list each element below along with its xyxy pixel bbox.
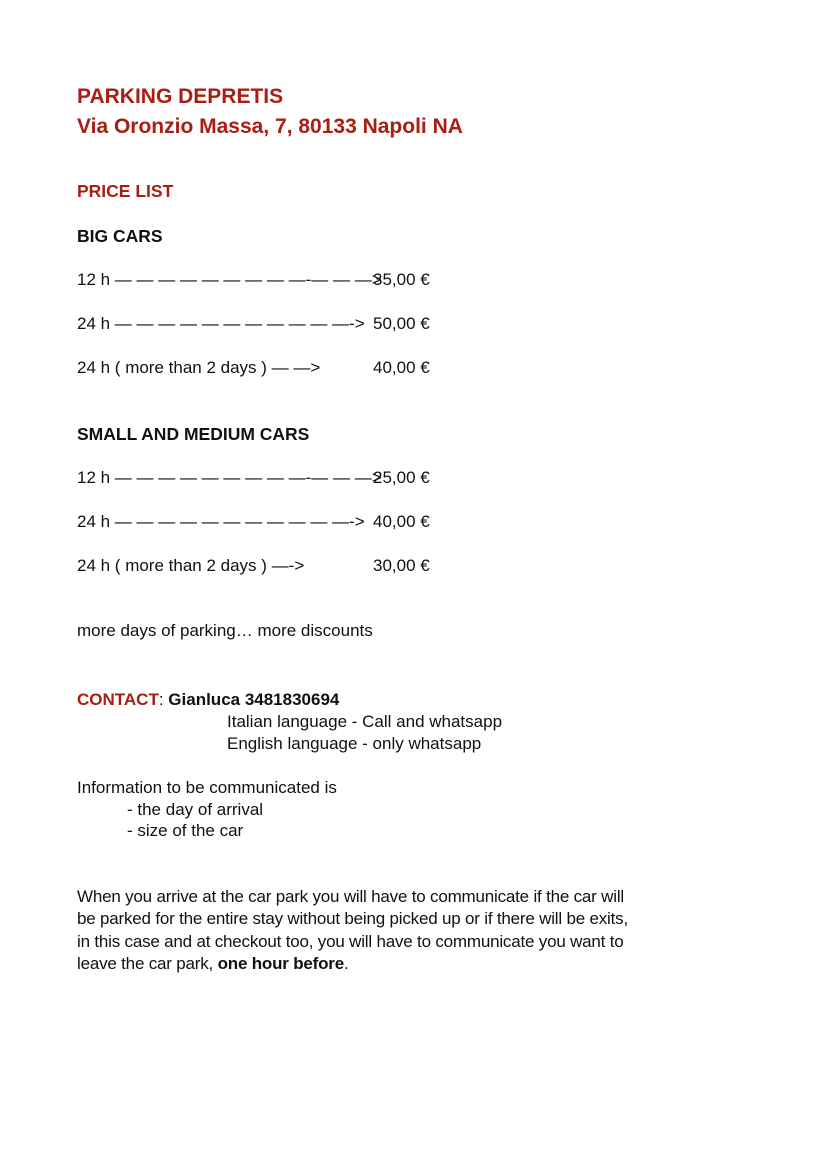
document-title: PARKING DEPRETIS bbox=[77, 85, 284, 108]
duration-label: 24 h — — — — — — — — — — —-> bbox=[77, 512, 365, 531]
contact-language-italian: Italian language - Call and whatsapp bbox=[227, 712, 503, 731]
contact-label: CONTACT bbox=[77, 690, 159, 709]
big-cars-title: BIG CARS bbox=[77, 226, 163, 246]
price-row bbox=[77, 315, 738, 333]
note-line: be parked for the entire stay without being picked up or if there will be exits, bbox=[77, 909, 628, 928]
price-row bbox=[77, 271, 738, 289]
price-value: 30,00 € bbox=[373, 556, 430, 575]
note-line: in this case and at checkout too, you will have to communicate you want to bbox=[77, 931, 624, 951]
duration-label: 24 h ( more than 2 days ) —-> bbox=[77, 556, 305, 575]
note-line-suffix: . bbox=[343, 954, 349, 973]
price-list-heading: PRICE LIST bbox=[77, 181, 174, 201]
contact-block bbox=[77, 689, 738, 755]
price-value: 25,00 € bbox=[373, 468, 430, 487]
price-row bbox=[77, 513, 738, 531]
price-row bbox=[77, 557, 738, 575]
contact-language-english: English language - only whatsapp bbox=[227, 734, 482, 753]
note-line: When you arrive at the car park you will have to communicate if the car will bbox=[77, 886, 624, 906]
contact-line bbox=[77, 689, 738, 711]
big-cars-section bbox=[77, 227, 738, 377]
arrival-notes-paragraph bbox=[77, 886, 738, 976]
price-value: 50,00 € bbox=[373, 314, 430, 333]
one-hour-before-emphasis: one hour before bbox=[217, 954, 344, 973]
contact-separator: : bbox=[158, 690, 169, 709]
small-medium-cars-section bbox=[77, 425, 738, 575]
duration-label: 12 h — — — — — — — — —-— — —> bbox=[77, 270, 382, 289]
info-intro: Information to be communicated is bbox=[77, 778, 337, 797]
price-value: 35,00 € bbox=[373, 270, 430, 289]
info-item-car-size: - size of the car bbox=[127, 821, 244, 840]
note-line bbox=[77, 953, 738, 976]
small-medium-cars-title: SMALL AND MEDIUM CARS bbox=[77, 424, 310, 444]
discount-note: more days of parking… more discounts bbox=[77, 621, 373, 640]
duration-label: 24 h — — — — — — — — — — —-> bbox=[77, 314, 365, 333]
contact-name-phone: Gianluca 3481830694 bbox=[168, 690, 340, 709]
duration-label: 12 h — — — — — — — — —-— — —> bbox=[77, 468, 382, 487]
price-value: 40,00 € bbox=[373, 358, 430, 377]
duration-label: 24 h ( more than 2 days ) — —> bbox=[77, 358, 321, 377]
price-row bbox=[77, 469, 738, 487]
info-item-arrival-day: - the day of arrival bbox=[127, 799, 264, 819]
price-value: 40,00 € bbox=[373, 512, 430, 531]
document-address: Via Oronzio Massa, 7, 80133 Napoli NA bbox=[77, 115, 463, 138]
note-line-prefix: leave the car park, bbox=[77, 954, 218, 973]
price-row bbox=[77, 359, 738, 377]
info-block bbox=[77, 777, 738, 842]
